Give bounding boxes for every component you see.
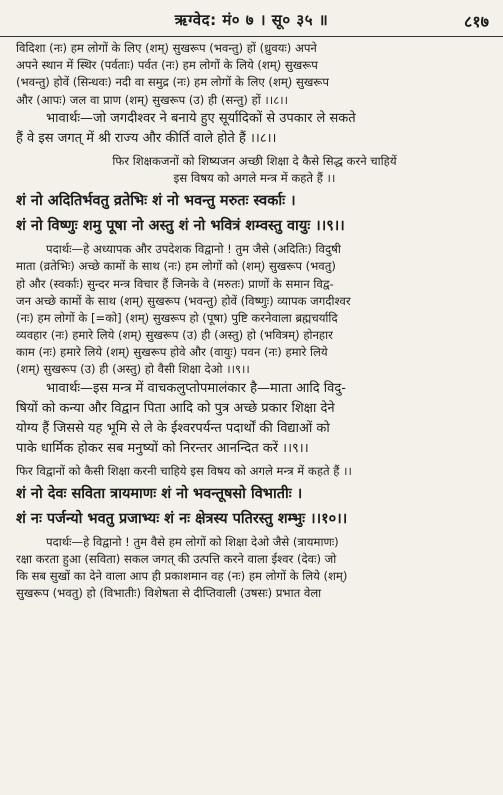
text-line: पाके धार्मिक होकर सब मनुष्यों को निरन्तर आनन्दित करें ।।९।। bbox=[16, 440, 309, 456]
text-line: फिर शिक्षकजनों को शिष्यजन अच्छी शिक्षा दे कैसे सिद्ध करने चाहियें bbox=[112, 153, 397, 168]
page-body bbox=[16, 40, 493, 603]
text-line: फिर विद्वानों को कैसी शिक्षा करनी चाहिये इस विषय को अगले मन्त्र में कहते हैं ।। bbox=[16, 463, 352, 478]
page-header bbox=[0, 6, 503, 37]
text-line: (नः) हम लोगों के [=को] (शम्) सुखरूप हो (पूषा) पुष्टि करनेवाला ब्रह्मचर्यादि bbox=[16, 310, 338, 325]
text-line: काम (नः) हमारे लिये (शम्) सुखरूप होवे और (वायुः) पवन (नः) हमारे लिये bbox=[16, 345, 328, 360]
text-line: इस विषय को अगले मन्त्र में कहते हैं ।। bbox=[173, 170, 336, 185]
text-line: हैं वे इस जगत् में श्री राज्य और कीर्ति वाले होते हैं ।।८।। bbox=[16, 130, 277, 146]
running-title: ऋग्वेद: मं० ७ । सू० ३५ ॥ bbox=[174, 11, 329, 29]
text-line: भावार्थः—जो जगदीश्वर ने बनाये हुए सूर्यादिकों से उपकार ले सकते bbox=[46, 110, 356, 126]
bhavarth-9 bbox=[16, 379, 493, 459]
text-line: विदिशा (नः) हम लोगों के लिए (शम्) सुखरूप (भवन्तु) हों (ध्रुवयः) अपने bbox=[16, 41, 317, 55]
verse-line: शं नः पर्जन्यो भवतु प्रजाभ्यः शं नः क्षेत्रस्य पतिरस्तु शम्भुः ।।१०।। bbox=[16, 510, 348, 527]
text-line: पदार्थः—हे विद्वानो ! तुम वैसे हम लोगों को शिक्षा देओ जैसे (त्रायमाणः) bbox=[46, 534, 339, 549]
commentary-continuation bbox=[16, 40, 493, 109]
padarth-10 bbox=[16, 534, 493, 603]
text-line: माता (व्रतेभिः) अच्छे कामों के साथ (नः) हम लोगों को (शम्) सुखरूप (भवतु) bbox=[16, 259, 336, 274]
page-number: ८१७ bbox=[464, 12, 489, 31]
text-line: सुखरूप (भवतु) हो (विभातीः) विशेषता से दीप्तिवाली (उषसः) प्रभात वेला bbox=[16, 586, 322, 601]
text-line: (भवन्तु) होवें (सिन्धवः) नदी वा समुद्र (नः) हम लोगों के लिए (शम्) सुखरूप bbox=[16, 75, 329, 90]
text-line: व्यवहार (नः) हमारे लिये (शम्) सुखरूप (उ) ही (अस्तु) हो (भवित्रम्) होनहार bbox=[16, 328, 333, 343]
text-line: और (आपः) जल वा प्राण (शम्) सुखरूप (उ) ही (सन्तु) हों ।।८।। bbox=[16, 92, 289, 107]
text-line: (शम्) सुखरूप (उ) ही (अस्तु) हो वैसी शिक्षा देओ ।।९।। bbox=[16, 362, 250, 377]
verse-line: शं नो अदितिर्भवतु व्रतेभिः शं नो भवन्तु मरुतः स्वर्काः । bbox=[16, 193, 296, 210]
text-line: रक्षा करता हुआ (सविता) सकल जगत् की उत्पत्ति करने वाला ईश्वर (देवः) जो bbox=[16, 552, 337, 566]
intro-verse-10 bbox=[16, 463, 493, 480]
padarth-9 bbox=[16, 241, 493, 379]
text-line: हो और (स्वर्काः) सुन्दर मन्त्र विचार हैं जिनके वे (मरुतः) प्राणों के समान विद्व- bbox=[16, 276, 334, 291]
text-line: कि सब सुखों का देने वाला आप ही प्रकाशमान वह (नः) हम लोगों के लिये (शम्) bbox=[16, 569, 348, 584]
verse-line: शं नो देवः सविता त्रायमाणः शं नो भवन्तूषसो विभातीः । bbox=[16, 485, 303, 502]
verse-line: शं नो विष्णुः शमु पूषा नो अस्तु शं नो भवित्रं शम्वस्तु वायुः ।।९।। bbox=[16, 218, 345, 235]
intro-verse-9 bbox=[16, 153, 493, 187]
bhavarth-8 bbox=[16, 109, 493, 149]
text-line: षियों को कन्या और विद्वान पिता आदि को पुत्र अच्छे प्रकार शिक्षा देने bbox=[16, 400, 335, 416]
verse-9 bbox=[16, 189, 493, 239]
text-line: योग्य हैं जिससे यह भूमि से ले के ईश्वरपर्यन्त पदार्थों की विद्याओं को bbox=[16, 420, 330, 436]
text-line: जन अच्छे कामों के साथ (शम्) सुखरूप (भवन्तु) होवें (विष्णुः) व्यापक जगदीश्वर bbox=[16, 293, 351, 308]
text-line: पदार्थः—हे अध्यापक और उपदेशक विद्वानो ! तुम जैसे (अदितिः) विदुषी bbox=[46, 242, 341, 257]
verse-10 bbox=[16, 482, 493, 532]
text-line: अपने स्थान में स्थिर (पर्वताः) पर्वत (नः) हम लोगों के लिये (शम्) सुखरूप bbox=[16, 58, 318, 73]
text-line: भावार्थः—इस मन्त्र में वाचकलुप्तोपमालंकार है—माता आदि विदु- bbox=[46, 380, 346, 396]
